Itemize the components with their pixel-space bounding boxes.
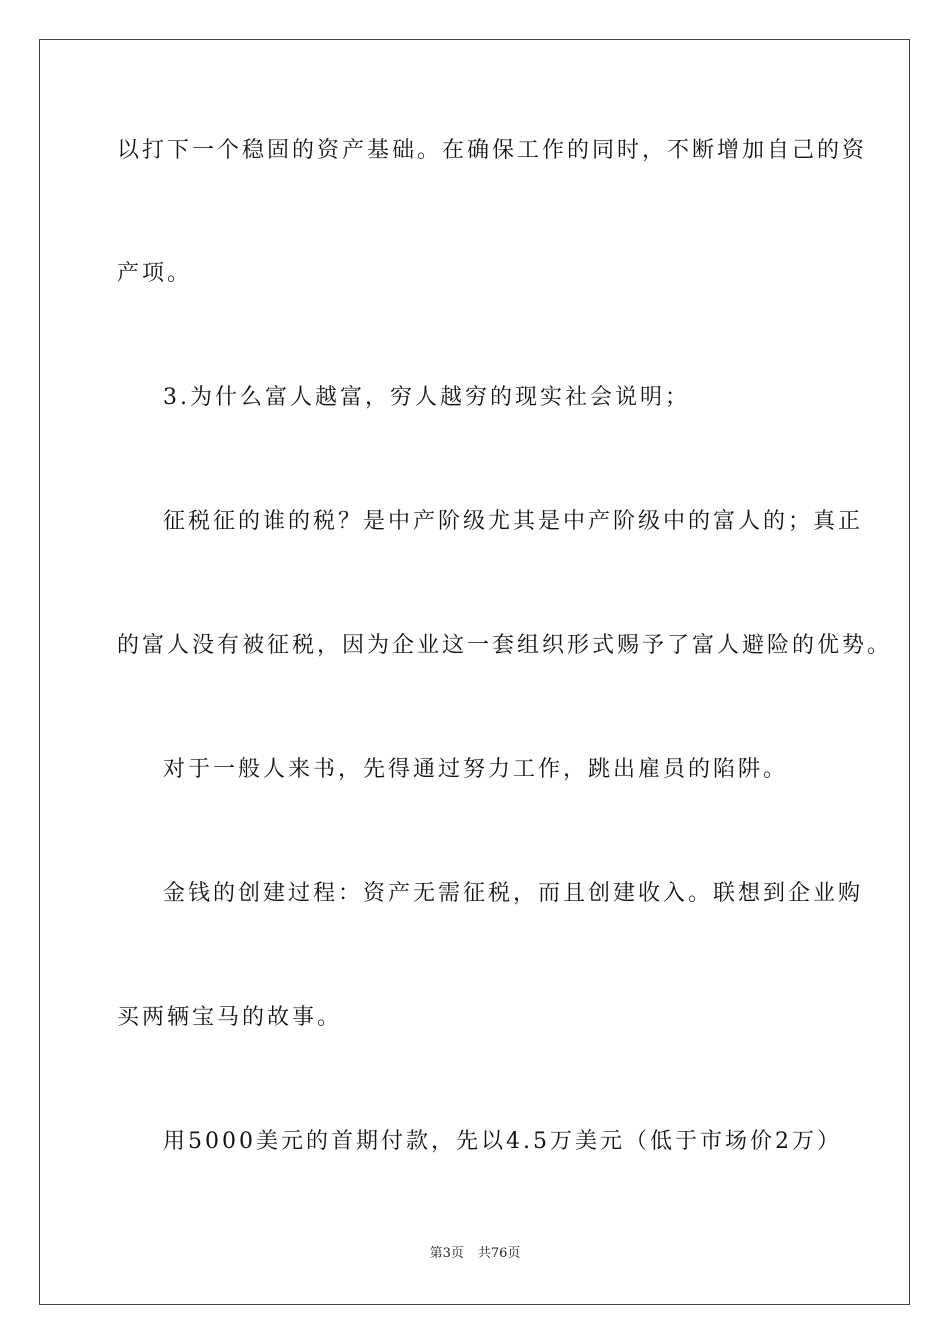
paragraph-line: 3.为什么富人越富，穷人越穷的现实社会说明； [163, 385, 690, 410]
total-pages: 共76页 [477, 1246, 521, 1261]
paragraph-line: 金钱的创建过程：资产无需征税，而且创建收入。联想到企业购 [163, 881, 864, 906]
page-number: 第3页 [429, 1246, 464, 1261]
paragraph-line: 用5000美元的首期付款，先以4.5万美元（低于市场价2万） [163, 1129, 842, 1154]
paragraph-line: 对于一般人来书，先得通过努力工作，跳出雇员的陷阱。 [163, 757, 789, 782]
paragraph-line: 的富人没有被征税，因为企业这一套组织形式赐予了富人避险的优势。 [117, 633, 893, 658]
page-border [39, 39, 910, 1305]
paragraph-line: 产项。 [117, 261, 193, 286]
paragraph-line: 征税征的谁的税？是中产阶级尤其是中产阶级中的富人的；真正 [163, 509, 864, 534]
paragraph-line: 以打下一个稳固的资产基础。在确保工作的同时，不断增加自己的资 [117, 138, 868, 163]
page-footer [0, 1246, 950, 1262]
paragraph-line: 买两辆宝马的故事。 [117, 1005, 343, 1030]
